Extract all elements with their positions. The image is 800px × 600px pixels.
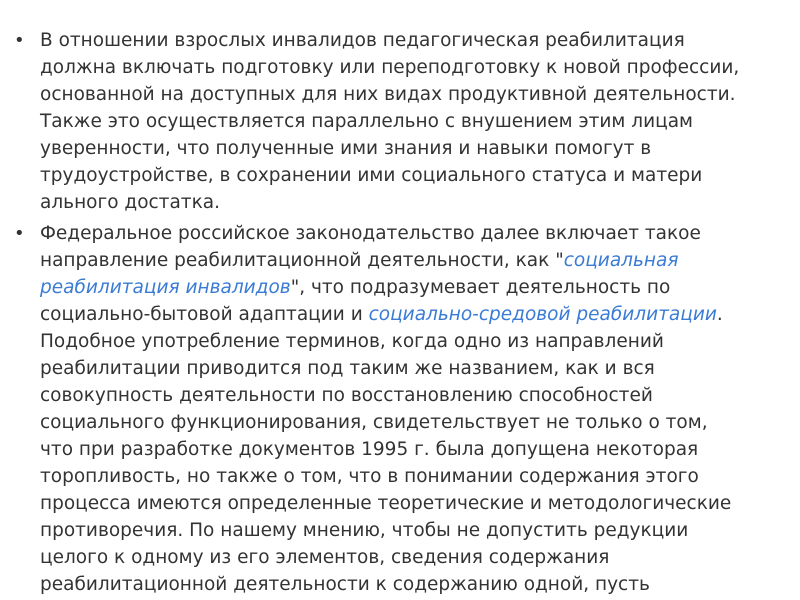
paragraph-text-part-b: ", что подразумевает деятельность по социально-бытовой адаптации и (40, 277, 671, 325)
bullet-icon: • (14, 30, 25, 51)
paragraph-text-part-c: . Подобное употребление терминов, когда одно из направлений реабилитации приводится под таким же названием, как и вся совокупность деятельности по восстановлению способностей социального функционирования, свидетельствует не только о том, что при разработке документов 1995 г. была допущена некоторая торопливость, но также о том, что в понимании содержания этого процесса имеются определенные теоретические и методологические противоречия. По нашему мнению, чтобы не допустить редукции целого к одному из его элементов, сведения содержания реабилитационной деятельности к содержанию одной, пусть (40, 304, 732, 595)
social-rehabilitation-link[interactable]: социальная реабилитация инвалидов (40, 250, 679, 298)
bullet-item-adult-rehabilitation (14, 27, 744, 216)
bullet-icon: • (14, 223, 25, 244)
paragraph-text: В отношении взрослых инвалидов педагогическая реабилитация должна включать подготовку или переподготовку к новой профессии, основанной на доступных для них видах продуктивной деятельности. Также это осуществляется параллельно с внушением этим лицам уверенности, что полученные ими знания и навыки помогут в трудоустройстве, в сохранении ими социального статуса и матери ального достатка. (40, 30, 740, 213)
paragraph-text-part-a: Федеральное российское законодательство далее включает такое направление реабилитационной деятельности, как " (40, 223, 701, 271)
social-environmental-rehabilitation-link[interactable]: социально-средовой реабилитации (368, 304, 717, 325)
bullet-item-federal-legislation (14, 220, 744, 598)
bullet-list (14, 27, 744, 600)
